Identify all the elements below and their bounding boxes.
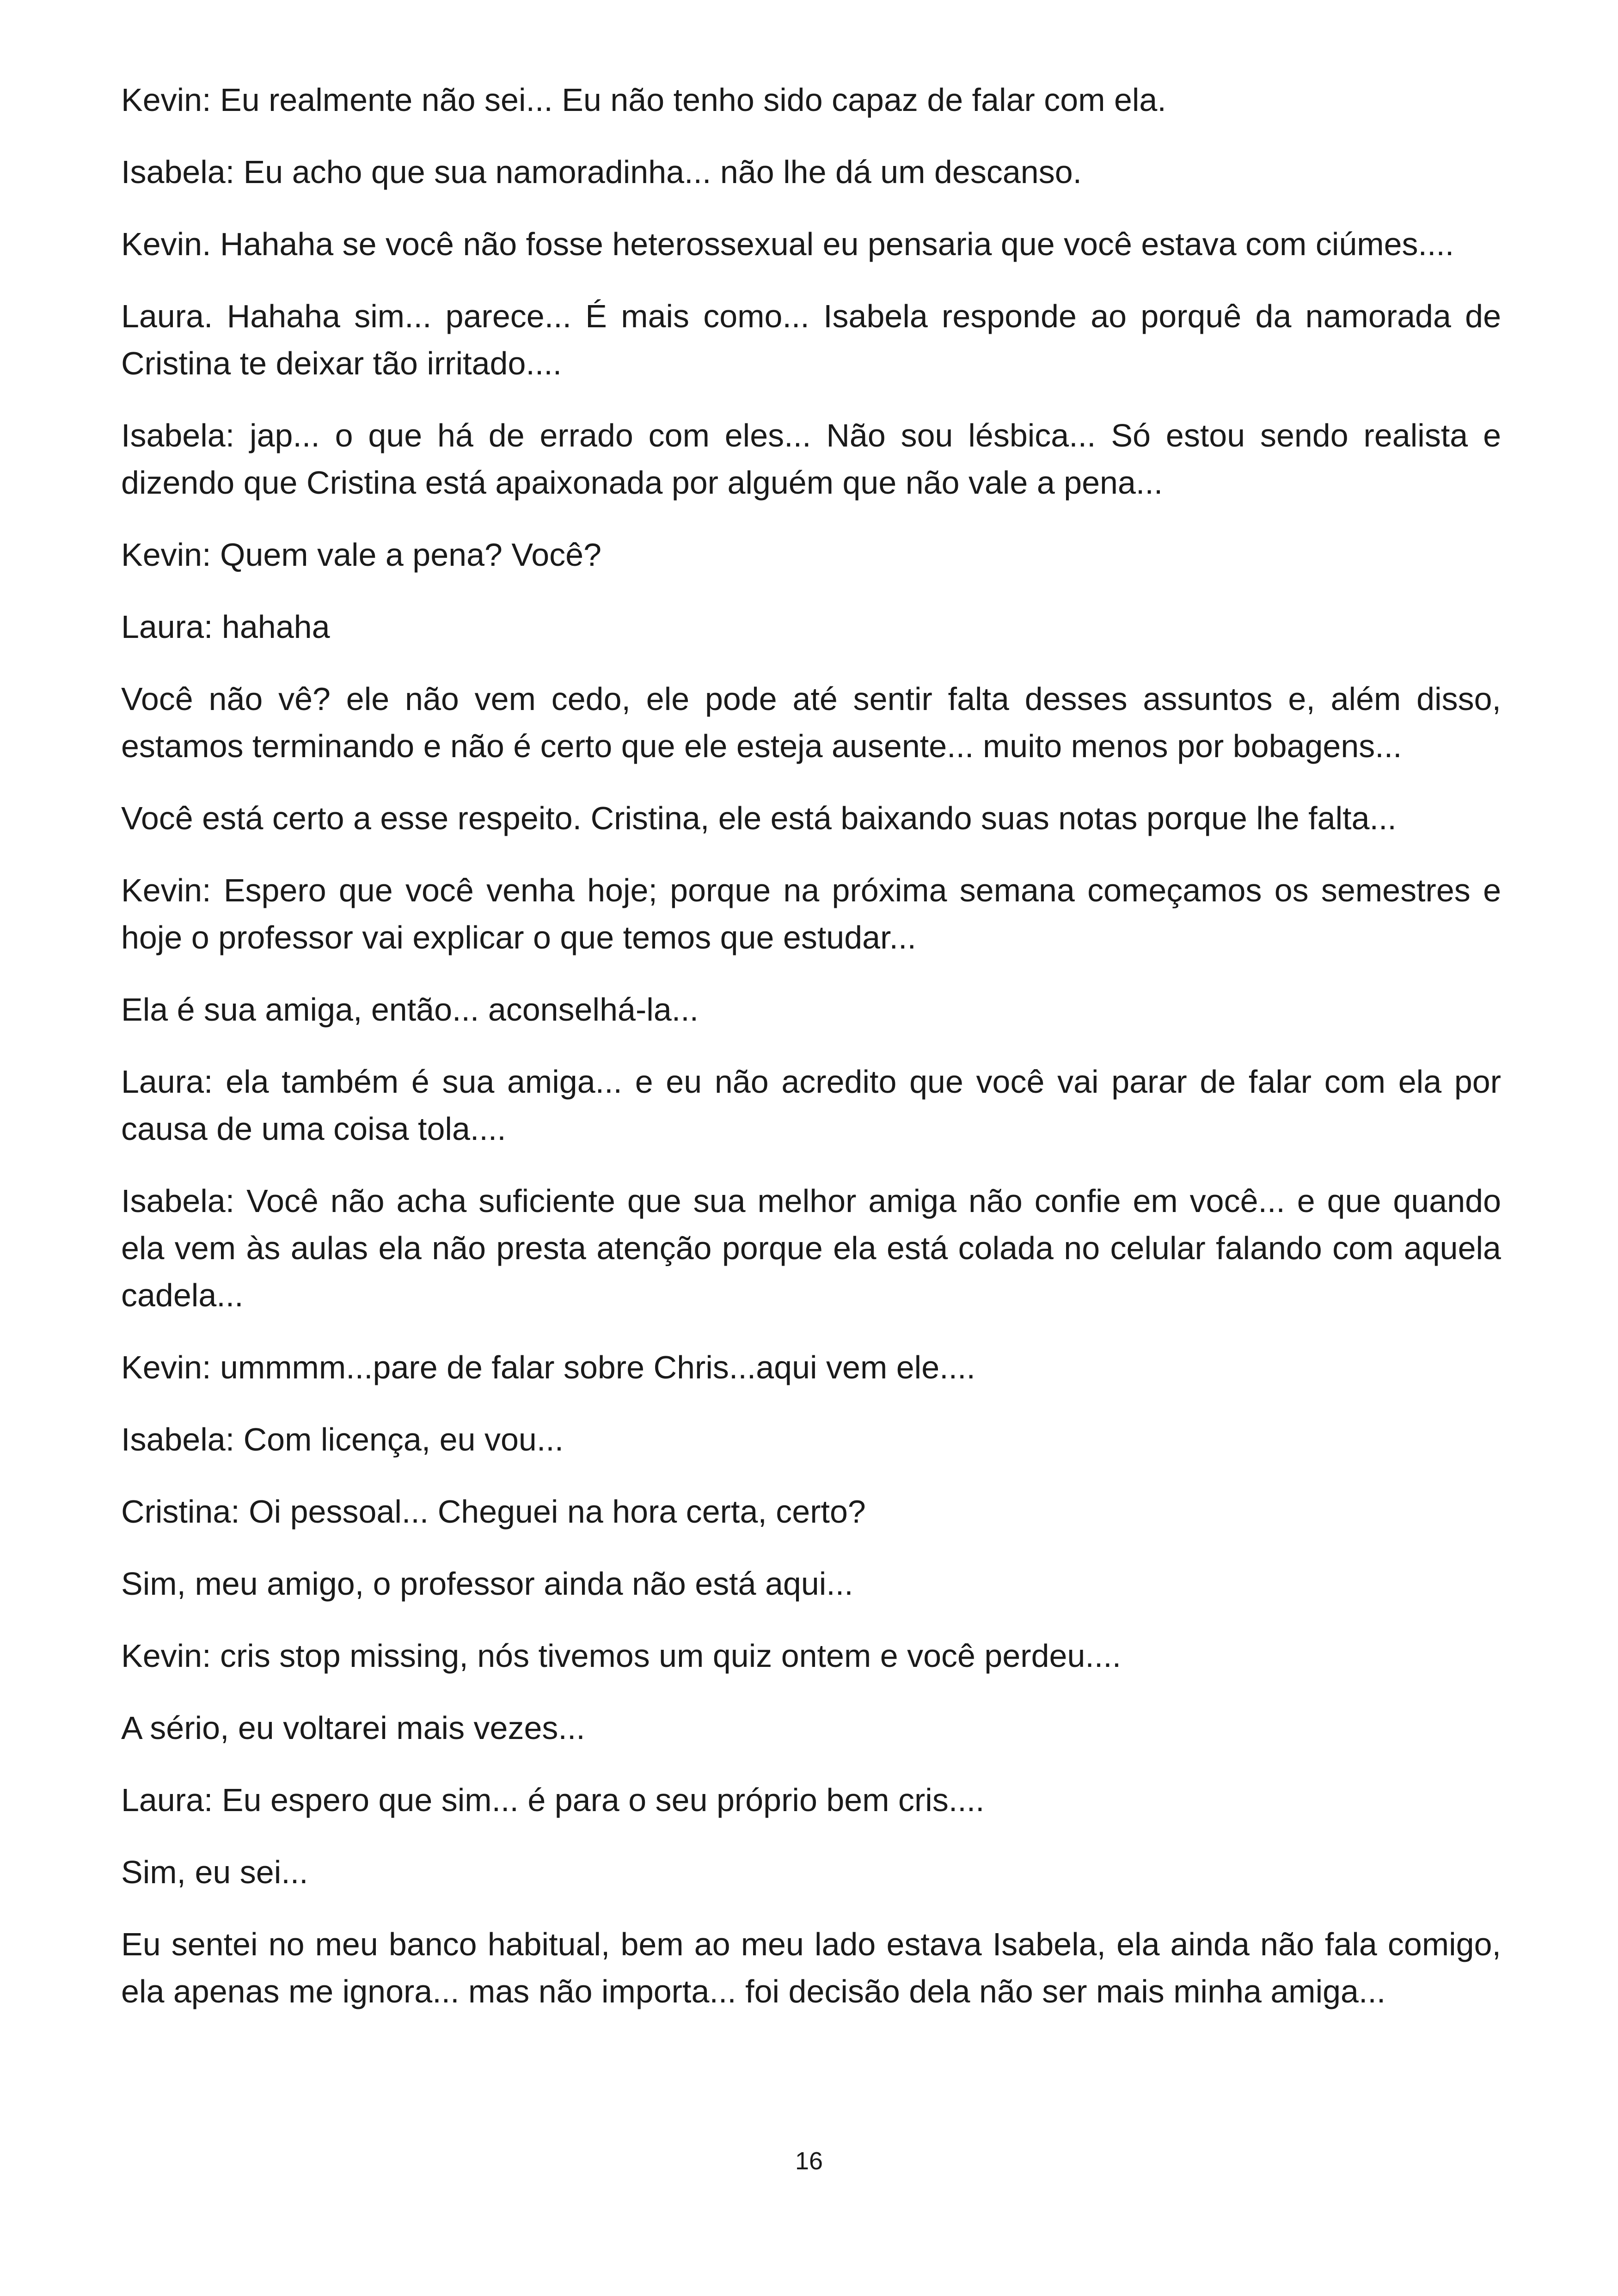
paragraph: Isabela: Com licença, eu vou... xyxy=(121,1421,564,1457)
paragraph: Laura. Hahaha sim... parece... É mais como... Isabela responde ao porquê da namorada de Cristina te deixar tão irritado.... xyxy=(121,298,1501,381)
paragraph: Isabela: Você não acha suficiente que sua melhor amiga não confie em você... e que quando ela vem às aulas ela não presta atenção porque ela está colada no celular falando com aquela cadela... xyxy=(121,1183,1501,1313)
paragraph: Sim, meu amigo, o professor ainda não está aqui... xyxy=(121,1566,853,1602)
paragraph: A sério, eu voltarei mais vezes... xyxy=(121,1710,585,1746)
paragraph: Eu sentei no meu banco habitual, bem ao meu lado estava Isabela, ela ainda não fala comigo, ela apenas me ignora... mas não importa... foi decisão dela não ser mais minha amiga... xyxy=(121,1926,1501,2009)
paragraph: Você está certo a esse respeito. Cristina, ele está baixando suas notas porque lhe falta... xyxy=(121,800,1397,836)
paragraph: Você não vê? ele não vem cedo, ele pode até sentir falta desses assuntos e, além disso, estamos terminando e não é certo que ele esteja ausente... muito menos por bobagens... xyxy=(121,681,1501,764)
paragraph: Kevin: cris stop missing, nós tivemos um quiz ontem e você perdeu.... xyxy=(121,1638,1122,1674)
paragraph: Ela é sua amiga, então... aconselhá-la... xyxy=(121,992,699,1028)
page-body xyxy=(121,76,1501,2015)
paragraph: Sim, eu sei... xyxy=(121,1854,308,1890)
paragraph: Laura: Eu espero que sim... é para o seu próprio bem cris.... xyxy=(121,1782,985,1818)
paragraph: Isabela: jap... o que há de errado com eles... Não sou lésbica... Só estou sendo realista e dizendo que Cristina está apaixonada por alguém que não vale a pena... xyxy=(121,417,1501,501)
paragraph: Cristina: Oi pessoal... Cheguei na hora certa, certo? xyxy=(121,1494,866,1530)
paragraph: Kevin: Espero que você venha hoje; porque na próxima semana começamos os semestres e hoje o professor vai explicar o que temos que estudar... xyxy=(121,872,1501,955)
paragraph: Laura: ela também é sua amiga... e eu não acredito que você vai parar de falar com ela por causa de uma coisa tola.... xyxy=(121,1064,1501,1147)
paragraph: Kevin: Eu realmente não sei... Eu não tenho sido capaz de falar com ela. xyxy=(121,82,1166,118)
paragraph: Laura: hahaha xyxy=(121,609,330,645)
paragraph: Kevin. Hahaha se você não fosse heterossexual eu pensaria que você estava com ciúmes.... xyxy=(121,226,1454,262)
paragraph: Isabela: Eu acho que sua namoradinha... não lhe dá um descanso. xyxy=(121,154,1082,190)
page-number: 16 xyxy=(795,2147,823,2175)
paragraph: Kevin: ummmm...pare de falar sobre Chris...aqui vem ele.... xyxy=(121,1349,975,1385)
paragraph: Kevin: Quem vale a pena? Você? xyxy=(121,537,602,573)
